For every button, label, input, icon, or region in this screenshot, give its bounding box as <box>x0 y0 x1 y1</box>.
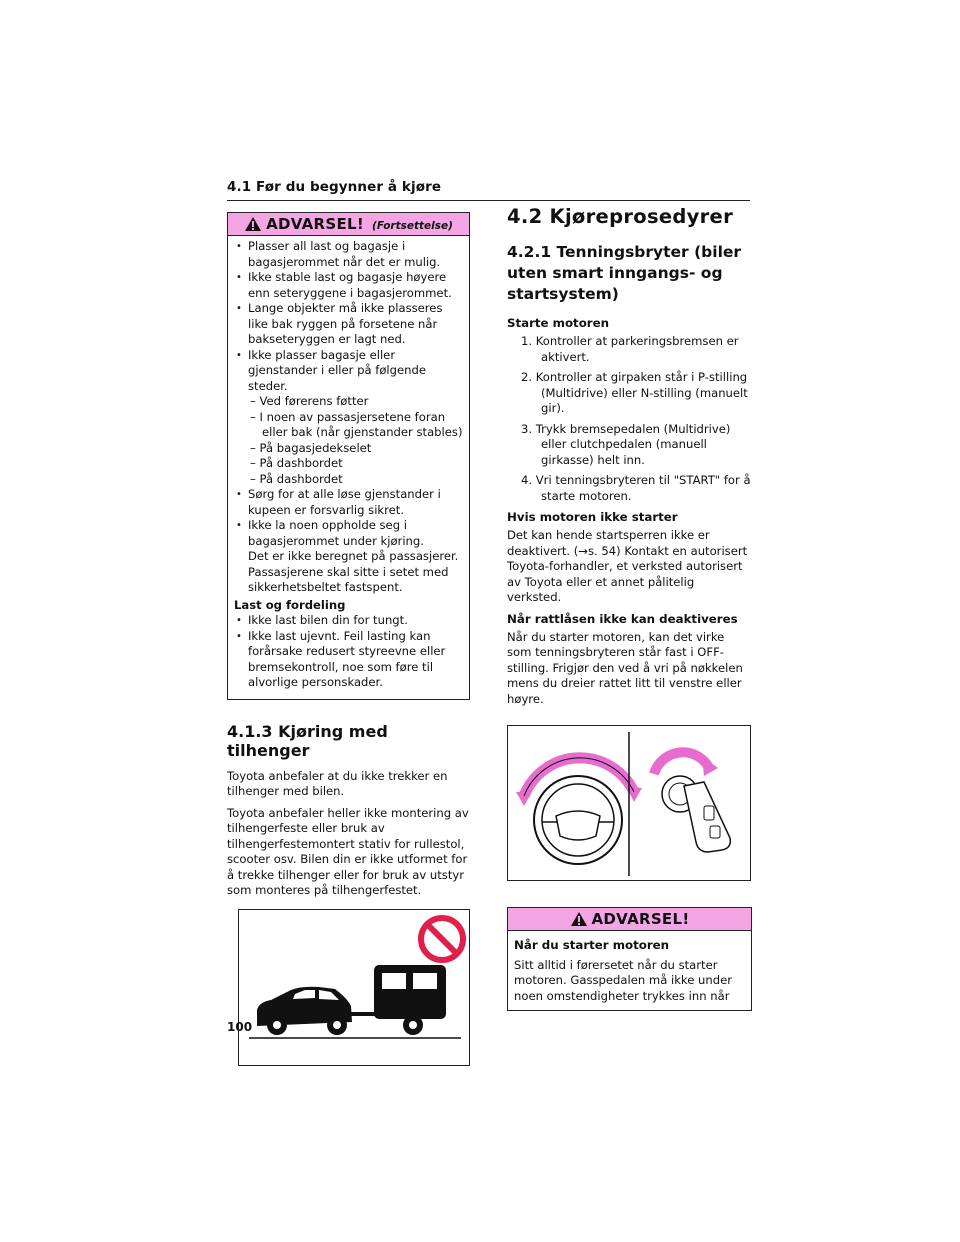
warning-triangle-icon <box>244 216 262 232</box>
nostart-heading: Hvis motoren ikke starter <box>507 510 678 524</box>
warning-header <box>508 908 751 931</box>
warning-triangle-icon <box>570 911 588 927</box>
sub-list-item: – På dashbordet <box>250 456 343 470</box>
steering-key-illustration <box>507 725 751 881</box>
nostart-text: Det kan hende startsperren ikke er deaktivert. (→s. 54) Kontakt en autorisert Toyota-forhandler, et verksted autorisert av Toyota eller et annet pålitelig verksted. <box>507 528 748 604</box>
warning-title: ADVARSEL! <box>266 215 365 233</box>
section-title: 4.2.1 Tenningsbryter (biler uten smart inngangs- og startsystem) <box>507 243 742 303</box>
warning-header <box>228 213 469 236</box>
sub-list-item: – På bagasjedekselet <box>250 440 372 455</box>
list-item: • Sørg for at alle løse gjenstander i kupeen er forsvarlig sikret. <box>234 487 463 518</box>
lock-heading: Når rattlåsen ikke kan deaktiveres <box>507 611 738 626</box>
warning-body <box>228 236 469 699</box>
list-item-continuation: Det er ikke beregnet på passasjerer. Passasjerene skal sitte i setet med sikkerhetsbeltet fastspent. <box>248 549 459 594</box>
list-item: • Lange objekter må ikke plasseres like bak ryggen på forsetene når bakseteryggen er lagt ned. <box>234 301 463 348</box>
warning-subtitle: (Fortsettelse) <box>372 219 453 232</box>
start-heading: Starte motoren <box>507 316 610 330</box>
list-item: • Ikke stable last og bagasje høyere enn seteryggene i bagasjerommet. <box>234 270 463 301</box>
step-item: 2. Kontroller at girpaken står i P-stilling (Multidrive) eller N-stilling (manuelt gir). <box>521 370 748 415</box>
warning-body <box>508 931 751 1010</box>
sub-list-item: – I noen av passasjersetene foran eller bak (når gjenstander stables) <box>250 409 463 439</box>
steering-wheel-icon <box>516 758 642 864</box>
list-item: • Ikke last bilen din for tungt. <box>234 613 463 629</box>
warning-subheading: Last og fordeling <box>234 597 346 612</box>
sub-list-item: – Ved førerens føtter <box>250 394 369 408</box>
list-item: • Ikke plasser bagasje eller gjenstander i eller på følgende steder. <box>234 348 463 395</box>
towing-paragraph-1: Toyota anbefaler at du ikke trekker en tilhenger med bilen. <box>227 768 448 798</box>
warning-box-continued <box>227 212 470 700</box>
step-item: 1. Kontroller at parkeringsbremsen er aktivert. <box>521 334 739 364</box>
list-item: • Ikke la noen oppholde seg i bagasjerommet under kjøring. <box>234 518 463 549</box>
list-item: • Ikke last ujevnt. Feil lasting kan forårsake redusert styreevne eller bremsekontroll, noe som føre til alvorlige personskader. <box>234 629 463 691</box>
page-title: 4.2 Kjøreprosedyrer <box>507 205 733 228</box>
list-item: • Plasser all last og bagasje i bagasjerommet når det er mulig. <box>234 239 463 270</box>
start-steps <box>507 334 752 504</box>
ignition-key-icon <box>654 752 730 852</box>
header-divider <box>227 200 750 201</box>
lock-text: Når du starter motoren, kan det virke som tenningsbryteren står fast i OFF-stilling. Frigjør den ved å vri på nøkkelen mens du dreier rattet litt til venstre eller høyre. <box>507 629 743 706</box>
towing-heading: 4.1.3 Kjøring med tilhenger <box>227 721 388 760</box>
no-towing-illustration <box>238 909 470 1066</box>
warning-box <box>507 907 752 1011</box>
step-item: 3. Trykk bremsepedalen (Multidrive) eller clutchpedalen (manuell girkasse) helt inn. <box>521 421 731 467</box>
sub-list-item: – På dashbordet <box>250 471 343 486</box>
step-item: 4. Vri tenningsbryteren til "START" for å starte motoren. <box>521 473 751 503</box>
towing-paragraph-2: Toyota anbefaler heller ikke montering av tilhengerfeste eller bruk av tilhengerfestemontert stativ for rullestol, scooter osv. Bilen din er ikke utformet for å trekke tilhenger eller for bruk av utstyr som monteres på tilhengerfestet. <box>227 805 469 897</box>
warning-text: Sitt alltid i førersetet når du starter motoren. Gasspedalen må ikke under noen omstendigheter trykkes inn når <box>514 957 732 1003</box>
section-header: 4.1 Før du begynner å kjøre <box>227 179 442 195</box>
left-column <box>227 212 470 1066</box>
right-column <box>507 205 752 1011</box>
car-trailer-illustration <box>239 910 469 1065</box>
page-number: 100 <box>227 1020 253 1034</box>
warning-heading: Når du starter motoren <box>514 938 670 952</box>
warning-title: ADVARSEL! <box>591 910 690 928</box>
